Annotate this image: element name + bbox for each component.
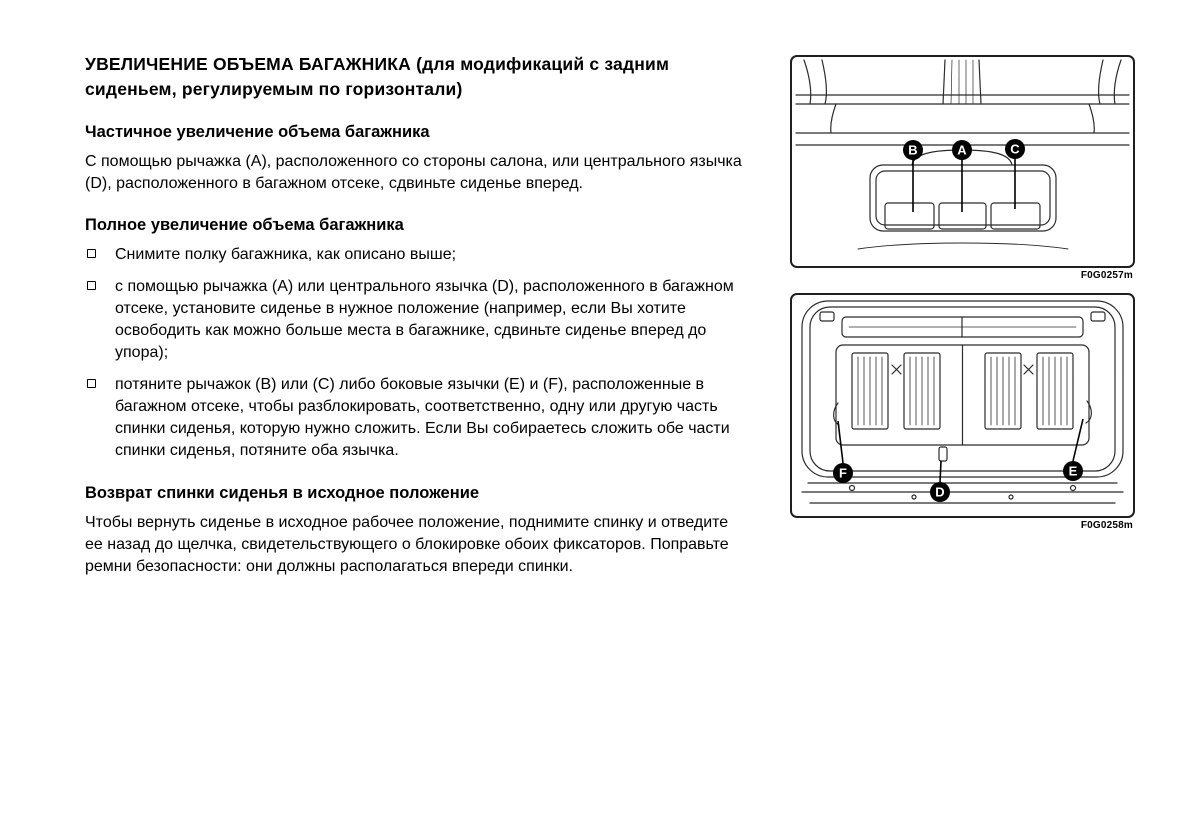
paragraph-partial-increase: С помощью рычажка (А), расположенного со стороны салона, или центрального язычка (D), расположенного в багажном отсеке, сдвиньте сиденье вперед. <box>85 152 742 192</box>
rear-seat-cabin-illustration <box>792 57 1133 266</box>
section-heading-partial-increase: Частичное увеличение объема багажника <box>85 122 430 141</box>
figure-rear-seat-cabin <box>790 55 1135 281</box>
trunk-illustration <box>792 295 1133 516</box>
list-item-text: потяните рычажок (B) или (C) либо боковые язычки (E) и (F), расположенные в багажном отсеке, чтобы разблокировать, соответственно, одну или другую часть спинки сиденья, которую нужно сложить. Если Вы собираетесь сложить обе части спинки сиденья, потяните оба язычка. <box>115 376 730 460</box>
callout-c-label: C <box>1010 141 1020 157</box>
callout-d-label: D <box>935 484 945 500</box>
list-item <box>85 276 747 364</box>
figure-code: F0G0258m <box>1080 520 1133 531</box>
callout-badges <box>833 461 1083 502</box>
figure-frame <box>790 55 1135 268</box>
leader-line-d <box>940 461 941 482</box>
callout-a-label: A <box>957 142 967 158</box>
list-item-text: Снимите полку багажника, как описано выше; <box>115 245 457 263</box>
section-heading-return-seatback: Возврат спинки сиденья в исходное положение <box>85 483 480 502</box>
callout-f-label: F <box>839 465 847 481</box>
section-heading-full-increase: Полное увеличение объема багажника <box>85 215 404 234</box>
figure-trunk-view <box>790 293 1135 531</box>
list-item <box>85 374 747 462</box>
text-column <box>85 52 747 578</box>
square-bullet-icon <box>87 379 96 388</box>
figure-frame <box>790 293 1135 518</box>
callout-e-label: E <box>1068 463 1078 479</box>
list-item <box>85 244 747 266</box>
leader-line-e <box>1073 419 1083 461</box>
square-bullet-icon <box>87 281 96 290</box>
square-bullet-icon <box>87 249 96 258</box>
paragraph-return-seatback: Чтобы вернуть сиденье в исходное рабочее положение, поднимите спинку и отведите ее назад до щелчка, свидетельствующего о блокировке обоих фиксаторов. Поправьте ремни безопасности: они должны располагаться впереди спинки. <box>85 513 729 575</box>
leader-line-f <box>838 421 843 463</box>
callout-b-label: B <box>908 142 918 158</box>
callout-badges <box>903 139 1025 160</box>
bullet-list <box>85 244 747 463</box>
page-title: УВЕЛИЧЕНИЕ ОБЪЕМА БАГАЖНИКА (для модификаций с задним сиденьем, регулируемым по горизонтали) <box>85 54 670 99</box>
list-item-text: с помощью рычажка (A) или центрального язычка (D), расположенного в багажном отсеке, установите сиденье в нужное положение (например, если Вы хотите освободить как можно больше места в багажнике, сдвиньте сиденье вперед до упора); <box>115 277 734 362</box>
figure-code: F0G0257m <box>1080 270 1133 281</box>
